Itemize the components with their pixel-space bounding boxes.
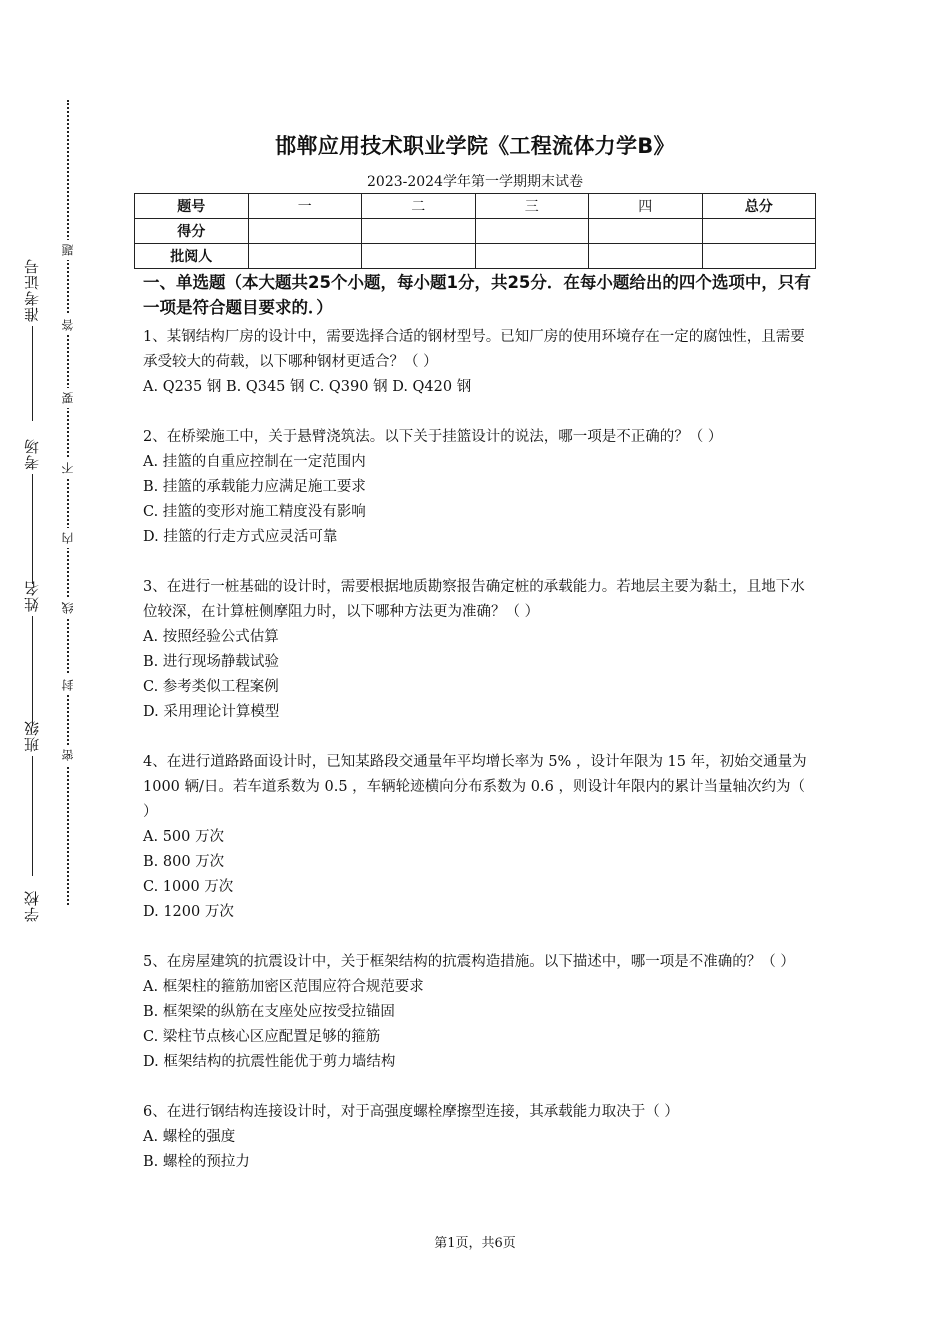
option-c: C. 参考类似工程案例 [143,679,279,695]
reviewer-row [135,244,816,269]
option-b: B. 挂篮的承载能力应满足施工要求 [143,479,366,495]
score-cell[interactable] [248,219,362,244]
reviewer-cell[interactable] [248,244,362,269]
side-label: 姓名 [23,580,41,612]
option-d: D. 采用理论计算模型 [143,704,280,720]
side-field-class [22,720,42,876]
seal-char: 要 [58,388,78,408]
seal-char: 答 [58,315,78,335]
option-a: A. 框架柱的箍筋加密区范围应符合规范要求 [143,979,424,995]
side-field-school [22,890,42,922]
option-d: D. 框架结构的抗震性能优于剪力墙结构 [143,1054,396,1070]
side-label: 学校 [23,890,41,922]
seal-char: 线 [58,598,78,618]
option-d: D. 挂篮的行走方式应灵活可靠 [143,529,338,545]
header-cell: 总分 [702,194,816,219]
score-table [134,193,816,269]
reviewer-cell[interactable] [589,244,703,269]
exam-title: 邯郸应用技术职业学院《工程流体力学B》 [275,134,675,158]
header-cell: 一 [248,194,362,219]
score-cell[interactable] [702,219,816,244]
header-cell: 三 [475,194,589,219]
score-cell[interactable] [589,219,703,244]
fill-line [32,326,33,421]
score-row [135,219,816,244]
score-cell[interactable] [362,219,476,244]
seal-char: 不 [58,458,78,478]
row-label: 得分 [135,219,249,244]
question-5 [143,950,811,1075]
option-b: B. 螺栓的预拉力 [143,1154,250,1170]
seal-char: 密 [58,745,78,765]
reviewer-cell[interactable] [475,244,589,269]
score-cell[interactable] [475,219,589,244]
side-field-name [22,580,42,726]
question-stem: 3、在进行一桩基础的设计时，需要根据地质勘察报告确定桩的承载能力。若地层主要为黏土，且地下水位较深，在计算桩侧摩阻力时，以下哪种方法更为准确？（ ） [143,579,805,620]
row-label: 批阅人 [135,244,249,269]
section-heading: 一、单选题（本大题共25个小题，每小题1分，共25分．在每小题给出的四个选项中，只有一项是符合题目要求的．） [143,273,811,317]
header-cell: 二 [362,194,476,219]
question-stem: 6、在进行钢结构连接设计时，对于高强度螺栓摩擦型连接，其承载能力取决于（ ） [143,1104,679,1120]
question-stem: 1、某钢结构厂房的设计中，需要选择合适的钢材型号。已知厂房的使用环境存在一定的腐蚀性，且需要承受较大的荷载，以下哪种钢材更适合？（ ） [143,329,805,370]
option-a: A. 按照经验公式估算 [143,629,279,645]
question-stem: 2、在桥梁施工中，关于悬臂浇筑法。以下关于挂篮设计的说法，哪一项是不正确的？（ ） [143,429,723,445]
exam-content [143,270,811,1200]
fill-line [32,756,33,876]
fill-line [32,474,33,584]
reviewer-cell[interactable] [362,244,476,269]
question-2 [143,425,811,550]
reviewer-cell[interactable] [702,244,816,269]
option-c: C. 梁柱节点核心区应配置足够的箍筋 [143,1029,381,1045]
option-d: D. 1200 万次 [143,904,234,920]
seal-dotted-line [67,100,69,905]
question-options: A. Q235 钢 B. Q345 钢 C. Q390 钢 D. Q420 钢 [143,379,472,395]
option-b: B. 进行现场静载试验 [143,654,279,670]
option-a: A. 500 万次 [143,829,224,845]
fill-line [32,616,33,726]
side-label: 考场 [23,438,41,470]
option-c: C. 挂篮的变形对施工精度没有影响 [143,504,366,520]
seal-char: 题 [58,240,78,260]
side-label: 班级 [23,720,41,752]
question-3 [143,575,811,725]
header-cell: 题号 [135,194,249,219]
option-b: B. 800 万次 [143,854,225,870]
option-b: B. 框架梁的纵筋在支座处应按受拉锚固 [143,1004,395,1020]
side-label: 准考证号 [23,258,41,322]
side-field-exam-number [22,258,42,421]
header-cell: 四 [589,194,703,219]
seal-char: 内 [58,528,78,548]
exam-subtitle: 2023-2024学年第一学期期末试卷 [367,174,583,190]
question-4 [143,750,811,925]
side-field-exam-room [22,438,42,584]
question-6 [143,1100,811,1175]
option-a: A. 螺栓的强度 [143,1129,236,1145]
option-a: A. 挂篮的自重应控制在一定范围内 [143,454,366,470]
page-footer: 第1页，共6页 [434,1236,516,1251]
question-stem: 5、在房屋建筑的抗震设计中，关于框架结构的抗震构造措施。以下描述中，哪一项是不准确的？（ ） [143,954,795,970]
seal-char: 封 [58,675,78,695]
question-stem: 4、在进行道路路面设计时，已知某路段交通量年平均增长率为 5% ，设计年限为 15 年，初始交通量为 1000 辆/日。若车道系数为 0.5 ，车辆轮迹横向分布系数为 0.6 ，则设计年限内的累计当量轴次约为（ ） [143,754,807,820]
question-1 [143,325,811,400]
score-table-header-row [135,194,816,219]
option-c: C. 1000 万次 [143,879,234,895]
